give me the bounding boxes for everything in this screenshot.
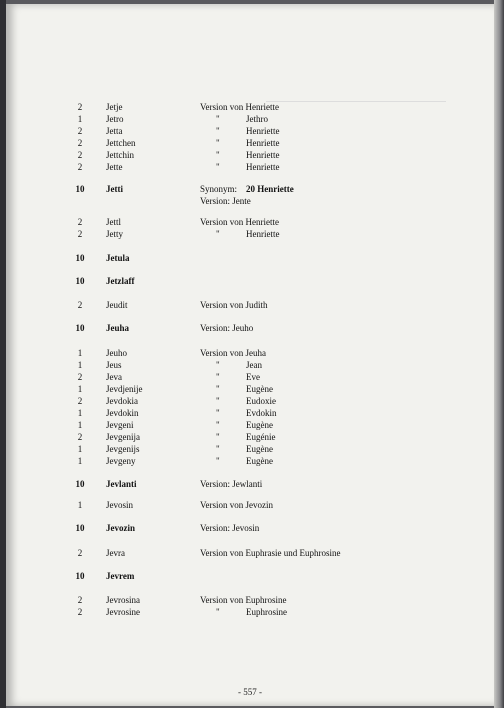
entry-name: Jevrosina xyxy=(106,595,140,605)
entry-frequency: 1 xyxy=(77,408,83,418)
ditto-mark: " xyxy=(216,408,220,418)
ditto-mark: " xyxy=(216,432,220,442)
entry-target: Henriette xyxy=(246,138,280,148)
entry-name: Jeuha xyxy=(106,323,130,333)
ditto-mark: " xyxy=(216,138,220,148)
entry-frequency: 2 xyxy=(77,126,83,136)
entry-frequency: 10 xyxy=(75,253,85,263)
entry-target: Eugène xyxy=(246,420,273,430)
entry-name: Jevgenijs xyxy=(106,444,140,454)
entry-name: Jevrosine xyxy=(106,607,140,617)
page-edge xyxy=(494,0,504,708)
entry-frequency: 1 xyxy=(77,456,83,466)
ditto-mark: " xyxy=(216,360,220,370)
entry-frequency: 10 xyxy=(75,184,85,194)
entry-name: Jetti xyxy=(106,184,123,194)
entry-target: Eudoxie xyxy=(246,396,276,406)
entry-name: Jevlanti xyxy=(106,479,137,489)
entry-target: Euphrosine xyxy=(246,607,287,617)
entry-frequency: 10 xyxy=(75,323,85,333)
entry-target: Henriette xyxy=(246,229,280,239)
ditto-mark: " xyxy=(216,229,220,239)
entry-frequency: 10 xyxy=(75,479,85,489)
entry-target: Jean xyxy=(246,360,262,370)
entry-frequency: 2 xyxy=(77,607,83,617)
ditto-mark: " xyxy=(216,150,220,160)
entry-name: Jeus xyxy=(106,360,122,370)
entry-name: Jevgeni xyxy=(106,420,134,430)
ditto-mark: " xyxy=(216,126,220,136)
entry-description: Version von Euphrosine xyxy=(200,595,287,605)
entry-target: Eugène xyxy=(246,456,273,466)
book-page xyxy=(6,4,494,706)
entry-frequency: 2 xyxy=(77,396,83,406)
entry-frequency: 10 xyxy=(75,523,85,533)
entry-target: Eve xyxy=(246,372,260,382)
entry-frequency: 1 xyxy=(77,420,83,430)
entry-description: Version von Judith xyxy=(200,300,268,310)
entry-name: Jevra xyxy=(106,548,125,558)
entry-frequency: 2 xyxy=(77,432,83,442)
entry-description: Version: Jewlanti xyxy=(200,479,263,489)
entry-target: Evdokin xyxy=(246,408,277,418)
entry-description: Version von Henriette xyxy=(200,102,279,112)
entry-name: Jeva xyxy=(106,372,122,382)
entry-name: Jetula xyxy=(106,253,130,263)
entry-name: Jettchen xyxy=(106,138,136,148)
entry-description: Version von Euphrasie und Euphrosine xyxy=(200,548,341,558)
ditto-mark: " xyxy=(216,607,220,617)
entry-target: Henriette xyxy=(246,126,280,136)
entry-name: Jetje xyxy=(106,102,123,112)
entry-frequency: 1 xyxy=(77,444,83,454)
entry-frequency: 2 xyxy=(77,548,83,558)
entry-description: Version von Jevozin xyxy=(200,500,273,510)
entry-frequency: 2 xyxy=(77,162,83,172)
ditto-mark: " xyxy=(216,456,220,466)
entry-target: 20 Henriette xyxy=(246,184,294,194)
entry-name: Jevgeny xyxy=(106,456,136,466)
entry-frequency: 2 xyxy=(77,150,83,160)
entry-target: Henriette xyxy=(246,162,280,172)
entry-frequency: 2 xyxy=(77,138,83,148)
entry-frequency: 1 xyxy=(77,384,83,394)
entry-name: Jetzlaff xyxy=(106,276,135,286)
entry-frequency: 2 xyxy=(77,217,83,227)
entry-name: Jette xyxy=(106,162,123,172)
entry-frequency: 2 xyxy=(77,300,83,310)
entry-name: Jevdokin xyxy=(106,408,139,418)
entry-target: Jethro xyxy=(246,114,268,124)
ditto-mark: " xyxy=(216,162,220,172)
entry-name: Jevgenija xyxy=(106,432,140,442)
entry-description: Synonym: xyxy=(200,184,238,194)
entry-name: Jevrem xyxy=(106,571,135,581)
entry-name: Jeudit xyxy=(106,300,128,310)
ditto-mark: " xyxy=(216,384,220,394)
entry-name: Jetty xyxy=(106,229,123,239)
page-number: - 557 - xyxy=(238,687,262,697)
entry-target: Eugénie xyxy=(246,432,276,442)
entry-frequency: 2 xyxy=(77,229,83,239)
entry-name: Jetro xyxy=(106,114,124,124)
entry-frequency: 10 xyxy=(75,276,85,286)
entry-description-2: Version: Jente xyxy=(200,196,251,206)
ditto-mark: " xyxy=(216,396,220,406)
entry-target: Eugène xyxy=(246,384,273,394)
entry-name: Jevdjenije xyxy=(106,384,143,394)
ditto-mark: " xyxy=(216,372,220,382)
entry-name: Jetta xyxy=(106,126,123,136)
entry-frequency: 2 xyxy=(77,372,83,382)
ditto-mark: " xyxy=(216,420,220,430)
entry-target: Eugène xyxy=(246,444,273,454)
entry-frequency: 2 xyxy=(77,102,83,112)
entry-description: Version von Henriette xyxy=(200,217,279,227)
entry-name: Jettchin xyxy=(106,150,134,160)
entry-description: Version: Jeuho xyxy=(200,323,254,333)
ditto-mark: " xyxy=(216,444,220,454)
entry-description: Version von Jeuha xyxy=(200,348,266,358)
entry-name: Jevdokia xyxy=(106,396,138,406)
entry-frequency: 1 xyxy=(77,348,83,358)
entry-frequency: 1 xyxy=(77,500,83,510)
ditto-mark: " xyxy=(216,114,220,124)
entry-name: Jettl xyxy=(106,217,121,227)
entry-frequency: 2 xyxy=(77,595,83,605)
entry-name: Jevozin xyxy=(106,523,135,533)
entry-name: Jevosin xyxy=(106,500,133,510)
entry-name: Jeuho xyxy=(106,348,127,358)
entry-frequency: 10 xyxy=(75,571,85,581)
entry-frequency: 1 xyxy=(77,114,83,124)
entry-description: Version: Jevosin xyxy=(200,523,260,533)
entry-frequency: 1 xyxy=(77,360,83,370)
entry-target: Henriette xyxy=(246,150,280,160)
